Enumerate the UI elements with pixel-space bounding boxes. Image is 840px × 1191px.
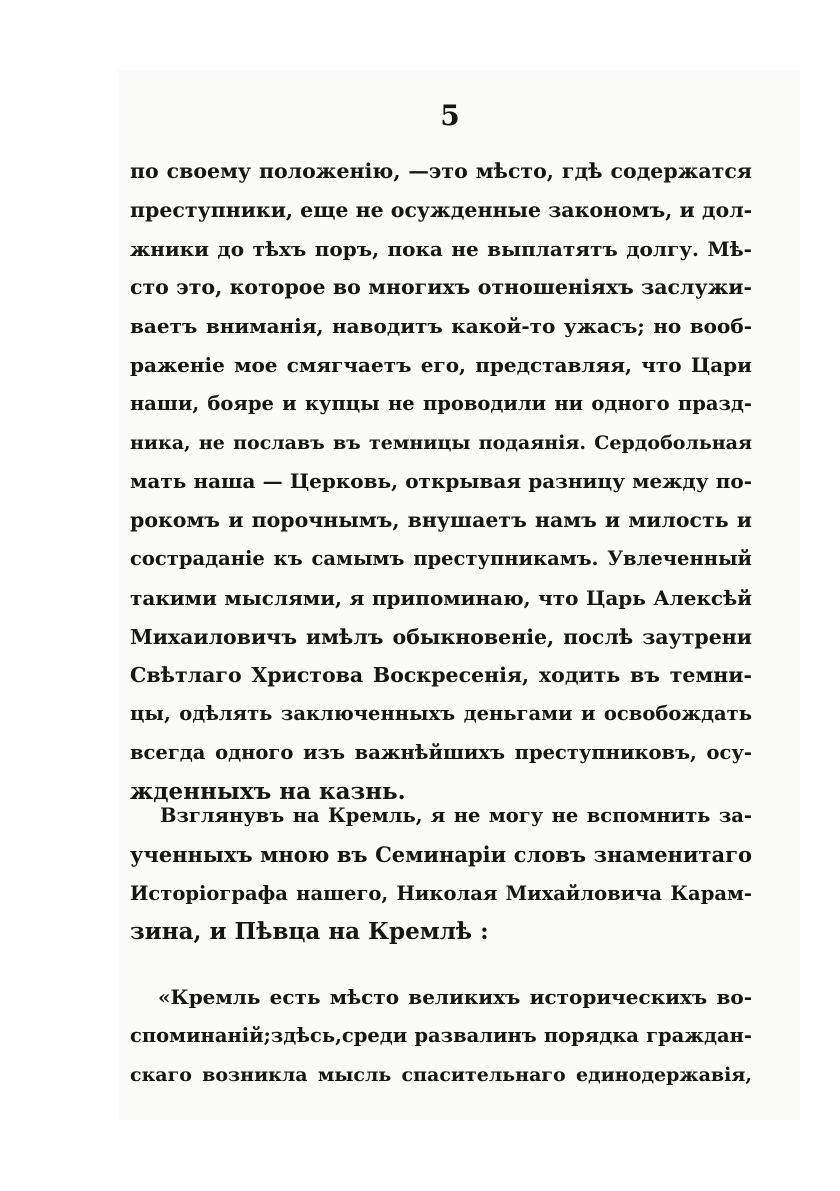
- text-line: мать наша — Церковь, открывая разницу между по-: [130, 469, 752, 494]
- text-line: «Кремль есть мѣсто великихъ историческихъ во-: [158, 985, 752, 1009]
- text-line: Исторіографа нашего, Николая Михайловича Карам-: [130, 881, 752, 905]
- paragraph-kremlin: [130, 797, 752, 952]
- text-line: споминаній;здѣсь,среди развалинъ порядка граждан-: [130, 1023, 752, 1047]
- text-line: Взглянувъ на Кремль, я не могу не вспомнить за-: [160, 804, 752, 827]
- page-number: 5: [440, 99, 460, 132]
- text-line: скаго возникла мысль спасительнаго единодержавія,: [130, 1063, 752, 1086]
- text-line: ученныхъ мною въ Семинаріи словъ знаменитаго: [130, 841, 752, 867]
- paragraph-quotation: [130, 978, 752, 1094]
- text-line: ваетъ вниманія, наводитъ какой-то ужасъ; но вооб-: [130, 314, 752, 339]
- paragraph-prisons: [130, 152, 752, 812]
- text-line: Михаиловичъ имѣлъ обыкновеніе, послѣ заутрени: [130, 624, 752, 649]
- text-line: зина, и Пѣвца на Кремлѣ :: [130, 918, 489, 946]
- text-line: по своему положенію, —это мѣсто, гдѣ содержатся: [130, 159, 752, 183]
- text-line: Свѣтлаго Христова Воскресенія, ходить въ темни-: [130, 663, 752, 688]
- text-line: наши, бояре и купцы не проводили ни одного празд-: [130, 391, 752, 415]
- text-line: жники до тѣхъ поръ, пока не выплатятъ долгу. Мѣ-: [130, 236, 752, 261]
- text-line: раженіе мое смягчаетъ его, представляя, что Цари: [130, 352, 752, 377]
- text-line: ника, не пославъ въ темницы подаянія. Сердобольная: [130, 431, 752, 454]
- text-line: всегда одного изъ важнѣйшихъ преступниковъ, осу-: [130, 740, 752, 764]
- text-line: жденныхъ на казнь.: [130, 777, 406, 805]
- text-line: сто это, которое во многихъ отношеніяхъ заслужи-: [130, 275, 752, 300]
- text-line: такими мыслями, я припоминаю, что Царь Алексѣй: [130, 585, 752, 610]
- text-line: рокомъ и порочнымъ, внушаетъ намъ и милость и: [130, 508, 752, 533]
- text-line: цы, одѣлять заключенныхъ деньгами и освобождать: [130, 702, 752, 726]
- text-line: состраданіе къ самымъ преступникамъ. Увлеченный: [130, 546, 752, 570]
- text-line: преступники, еще не осужденные закономъ, и дол-: [130, 197, 752, 222]
